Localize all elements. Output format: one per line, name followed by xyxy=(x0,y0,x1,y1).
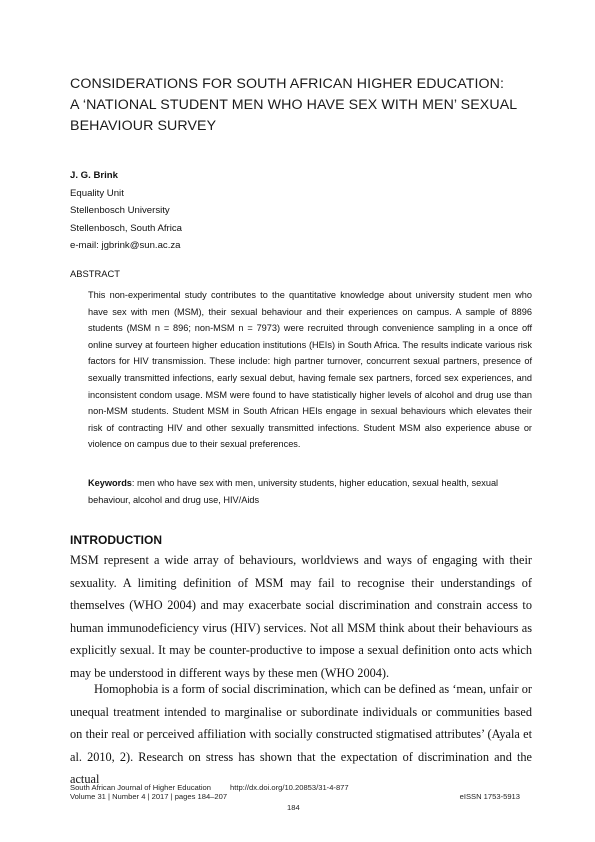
author-affiliation-university: Stellenbosch University xyxy=(70,205,170,216)
section-heading-introduction: INTRODUCTION xyxy=(70,533,162,547)
page-footer xyxy=(70,783,532,812)
title-line-2: A ‘NATIONAL STUDENT MEN WHO HAVE SEX WITH MEN’ SEXUAL xyxy=(70,97,518,113)
author-affiliation-location: Stellenbosch, South Africa xyxy=(70,222,182,234)
author-block xyxy=(70,167,370,255)
paper-title xyxy=(70,74,540,137)
author-email[interactable]: e-mail: jgbrink@sun.ac.za xyxy=(70,240,181,251)
footer-eissn: eISSN 1753-5913 xyxy=(459,792,520,802)
page-number: 184 xyxy=(287,803,300,812)
keywords-text: : men who have sex with men, university students, higher education, sexual health, sexual behaviour, alcohol and drug use, HIV/Aids xyxy=(88,478,499,505)
body-paragraph-2: Homophobia is a form of social discrimination, which can be defined as ‘mean, unfair or unequal treatment intended to marginalise or subordinate individuals or communities based on their real or perceived affiliation with socially constructed stigmatised attributes’ (Ayala et al. 2010, 2). Research on stress has shown that the expectation of discrimination and the actual xyxy=(70,682,532,787)
footer-doi-link[interactable]: http://dx.doi.org/10.20853/31-4-877 xyxy=(230,783,349,792)
footer-journal: South African Journal of Higher Education xyxy=(70,783,211,792)
keywords-label: Keywords xyxy=(88,478,132,488)
abstract-heading: ABSTRACT xyxy=(70,268,121,279)
abstract-text: This non-experimental study contributes to the quantitative knowledge about university student men who have sex with men (MSM), their sexual behaviour and their experiences on campus. A sample of 8896 students (MSM n = 896; non-MSM n = 7973) were recruited through convenience sampling in a once off online survey at fourteen higher education institutions (HEIs) in South Africa. The results indicate various risk factors for HIV transmission. These include: high partner turnover, concurrent sexual partners, presence of sexually transmitted infections, early sexual debut, having female sex partners, forced sex experiences, and inconsistent condom usage. MSM were found to have statistically higher levels of alcohol and drug use than non-MSM students. Student MSM in South African HEIs engage in sexual behaviours which elevates their risk of contracting HIV and other sexually transmitted infections. Student MSM also experience abuse or violence on campus due to their sexual preferences. xyxy=(88,290,532,450)
body-paragraph-1: MSM represent a wide array of behaviours, worldviews and ways of engaging with their sexuality. A limiting definition of MSM may fail to recognise their understandings of themselves (WHO 2004) and may exacerbate social discrimination and constrain access to human immunodeficiency virus (HIV) services. Not all MSM think about their behaviours as explicitly sexual. It may be counter-productive to impose a sexual definition onto acts which may be understood in different ways by these men (WHO 2004). xyxy=(70,553,532,680)
title-line-3: BEHAVIOUR SURVEY xyxy=(70,118,217,134)
author-name: J. G. Brink xyxy=(70,170,118,181)
keywords xyxy=(88,475,532,508)
footer-volume: Volume 31 | Number 4 | 2017 | pages 184‒207 xyxy=(70,792,228,802)
author-affiliation-unit: Equality Unit xyxy=(70,187,124,199)
title-line-1: CONSIDERATIONS FOR SOUTH AFRICAN HIGHER EDUCATION: xyxy=(70,76,505,92)
